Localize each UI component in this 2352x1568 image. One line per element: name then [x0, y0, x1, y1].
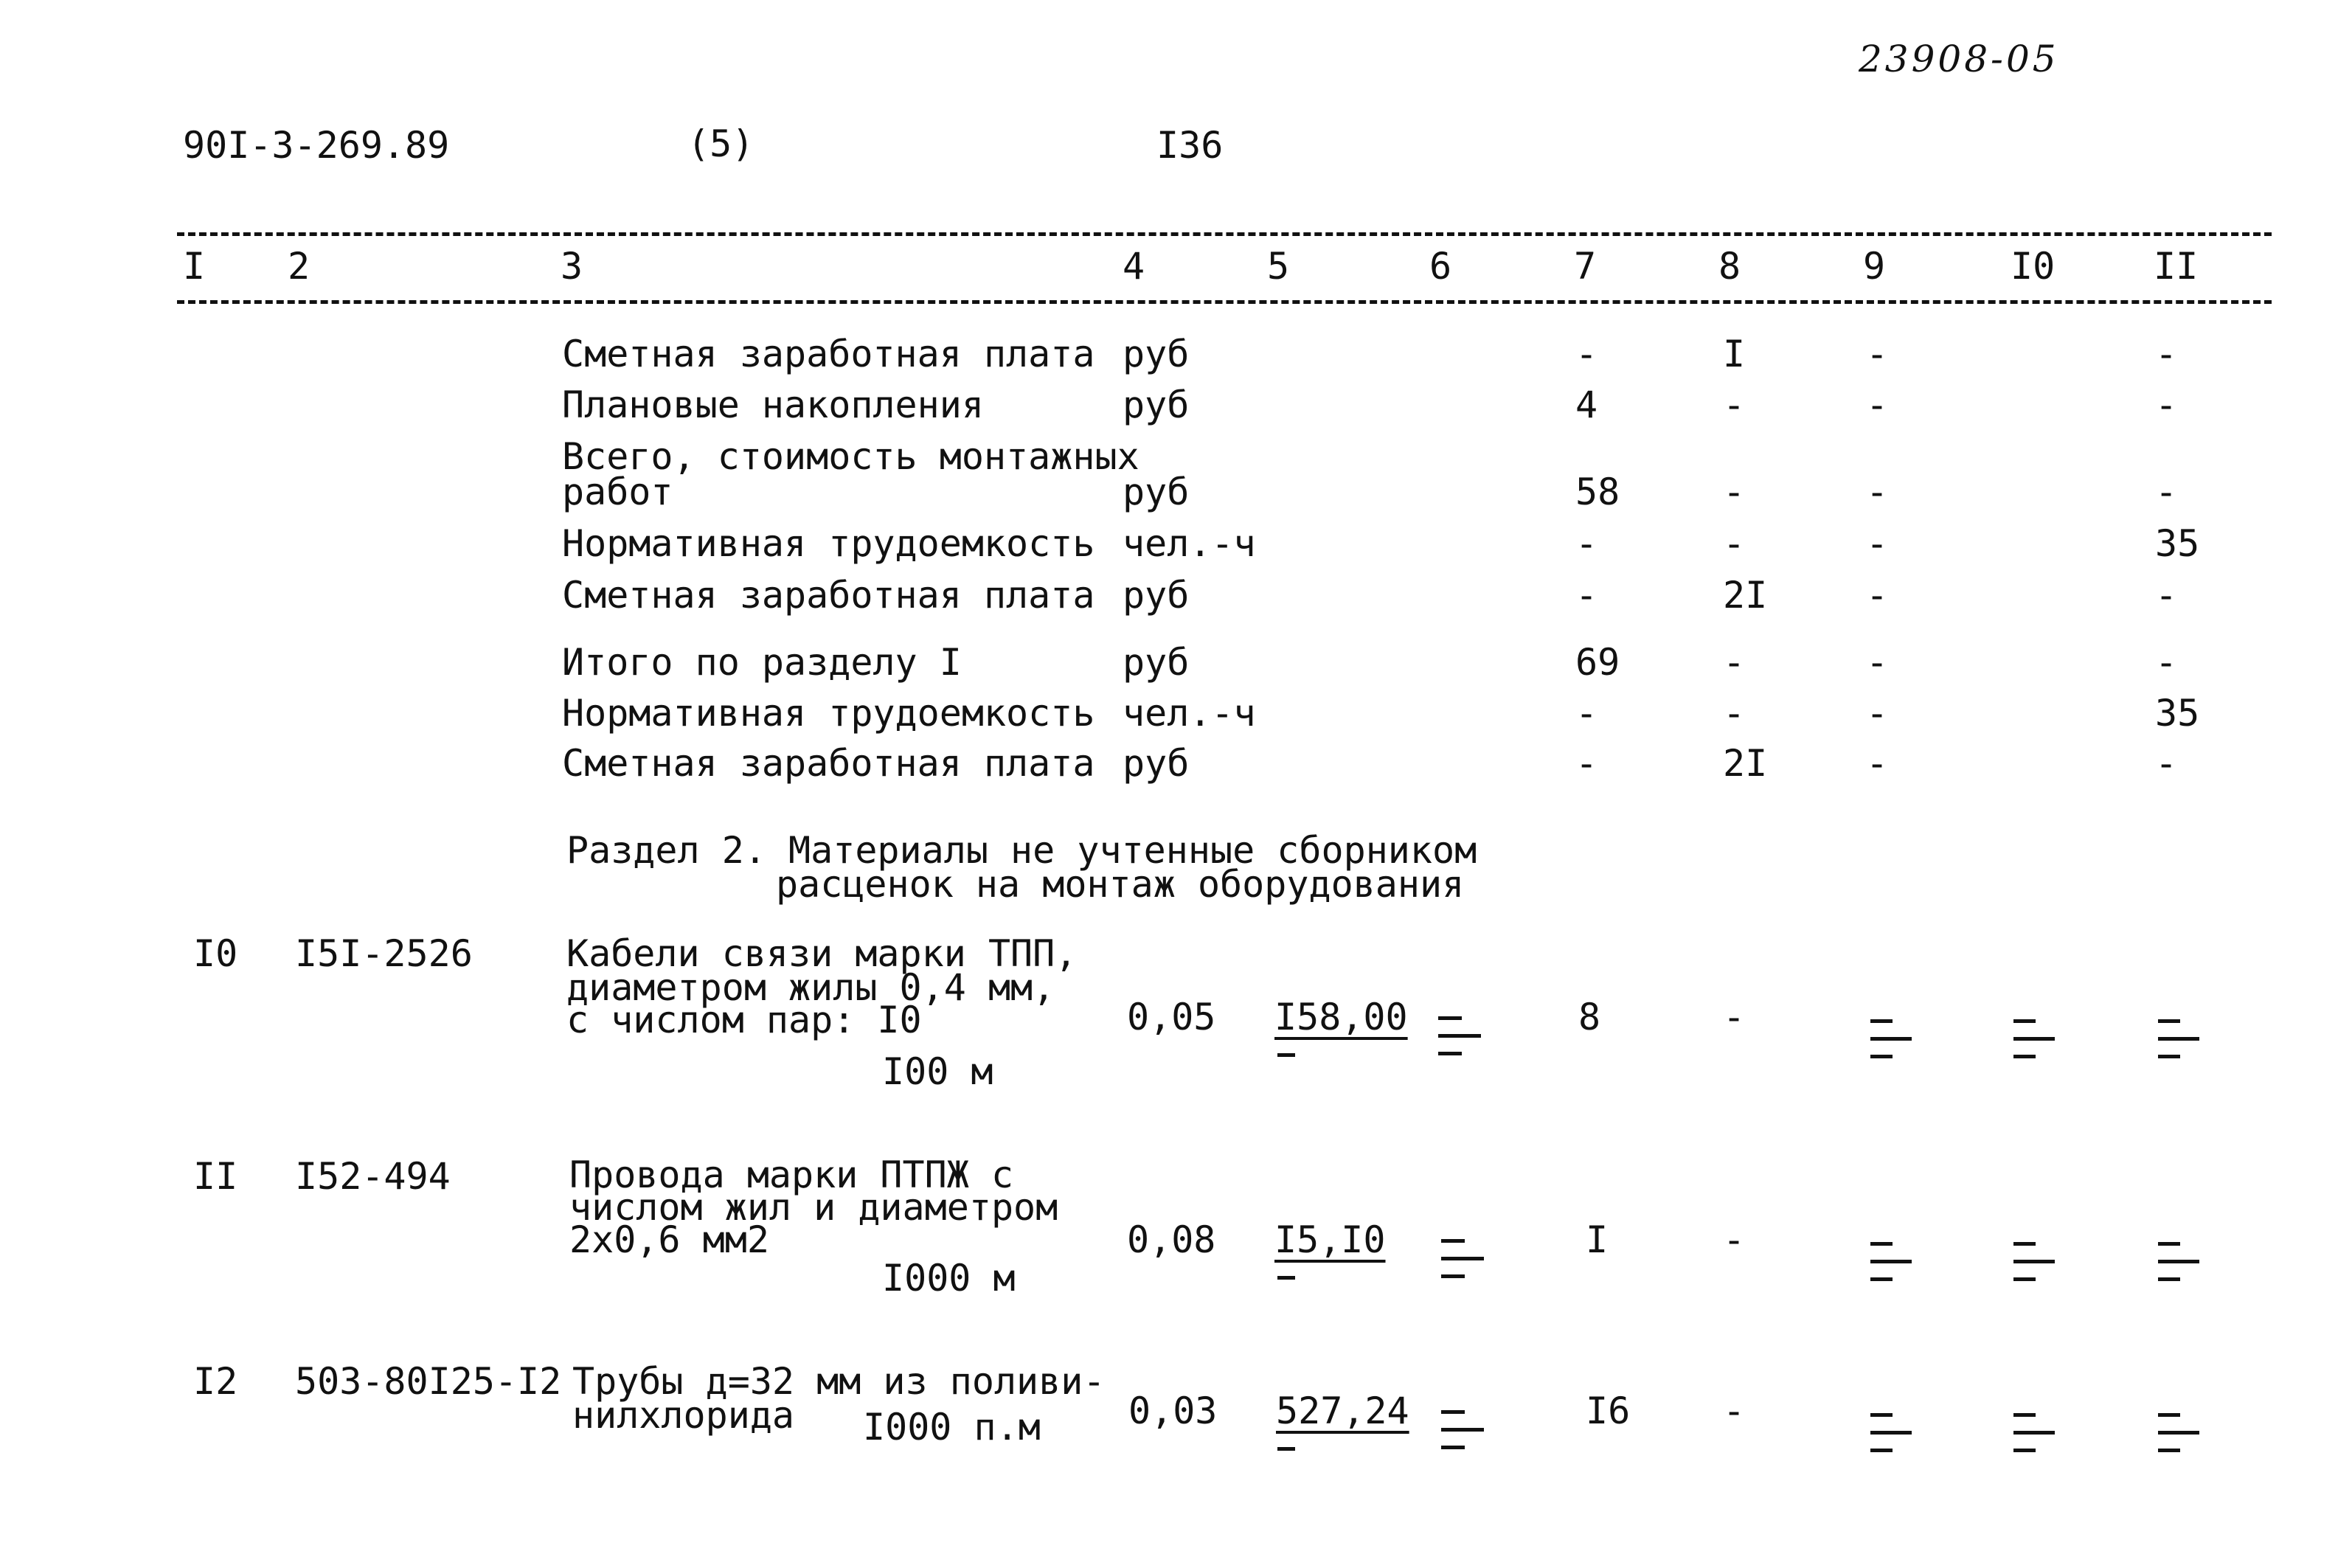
double-dash-mark — [2013, 1413, 2036, 1417]
double-dash-mark — [2158, 1277, 2180, 1281]
item-unit: I00 м — [882, 1050, 993, 1093]
column-header: 5 — [1267, 245, 1290, 288]
document-code: 90I-3-269.89 — [183, 124, 450, 167]
item-code: 503-80I25-I2 — [295, 1360, 562, 1403]
double-dash-mark — [1438, 1016, 1462, 1020]
col11-value: - — [2155, 471, 2178, 513]
item-quantity: 0,05 — [1127, 996, 1216, 1038]
double-dash-mark — [1438, 1052, 1462, 1055]
double-dash-mark — [2158, 1037, 2199, 1041]
item-number: I2 — [193, 1360, 238, 1403]
item-description: с числом пар: I0 — [566, 999, 922, 1041]
price-under-dash — [1277, 1447, 1295, 1451]
item-quantity: 0,03 — [1128, 1390, 1218, 1432]
col7-value: - — [1575, 742, 1598, 785]
col11-value: - — [2155, 641, 2178, 684]
double-dash-mark — [1870, 1260, 1912, 1263]
page-number: I36 — [1156, 124, 1224, 167]
col7-value: 8 — [1578, 996, 1601, 1038]
double-dash-mark — [1441, 1410, 1465, 1414]
double-dash-mark — [1438, 1034, 1481, 1038]
row-unit: руб — [1123, 641, 1190, 684]
item-unit: I000 м — [882, 1257, 1016, 1300]
col7-value: - — [1575, 692, 1598, 735]
double-dash-mark — [1870, 1277, 1893, 1281]
price-under-dash — [1277, 1276, 1295, 1280]
item-price: I58,00 — [1274, 996, 1408, 1038]
col8-value: - — [1723, 996, 1746, 1038]
double-dash-mark — [2013, 1242, 2036, 1246]
col8-value: - — [1723, 522, 1746, 565]
item-code: I5I-2526 — [295, 932, 473, 975]
col9-value: - — [1866, 333, 1889, 375]
col9-value: - — [1866, 574, 1889, 617]
double-dash-mark — [1870, 1431, 1912, 1435]
column-header: 2 — [288, 245, 311, 288]
item-description: диаметром жилы 0,4 мм, — [566, 966, 1055, 1009]
row-label: Нормативная трудоемкость — [562, 692, 1095, 735]
double-dash-mark — [2013, 1431, 2055, 1435]
row-unit: чел.-ч — [1123, 522, 1256, 565]
double-dash-mark — [1870, 1242, 1893, 1246]
col11-value: - — [2155, 742, 2178, 785]
item-description: 2х0,6 мм2 — [569, 1218, 769, 1261]
handwritten-number: 23908-05 — [1859, 38, 2059, 80]
col9-value: - — [1866, 384, 1889, 426]
row-unit: руб — [1123, 742, 1190, 785]
col7-value: - — [1575, 574, 1598, 617]
row-unit: руб — [1123, 574, 1190, 617]
row-unit: руб — [1123, 384, 1190, 426]
section-heading-continued: расценок на монтаж оборудования — [776, 863, 1465, 906]
row-label: Всего, стоимость монтажных — [562, 435, 1139, 478]
col8-value: - — [1723, 1390, 1746, 1432]
item-description: Провода марки ПТПЖ с — [569, 1154, 1014, 1196]
col7-value: - — [1575, 333, 1598, 375]
double-dash-mark — [1870, 1037, 1912, 1041]
row-unit: чел.-ч — [1123, 692, 1256, 735]
col8-value: I — [1723, 333, 1746, 375]
double-dash-mark — [1870, 1019, 1893, 1023]
double-dash-mark — [2158, 1019, 2180, 1023]
col9-value: - — [1866, 692, 1889, 735]
col11-value: 35 — [2155, 692, 2200, 735]
col11-value: - — [2155, 384, 2178, 426]
item-description: числом жил и диаметром — [569, 1186, 1058, 1229]
col9-value: - — [1866, 522, 1889, 565]
col9-value: - — [1866, 641, 1889, 684]
column-header: I0 — [2011, 245, 2056, 288]
double-dash-mark — [2158, 1413, 2180, 1417]
item-description: Кабели связи марки ТПП, — [566, 932, 1078, 975]
column-header: 8 — [1718, 245, 1741, 288]
col7-value: 4 — [1575, 384, 1598, 426]
double-dash-mark — [1441, 1428, 1484, 1432]
double-dash-mark — [2013, 1260, 2055, 1263]
section-heading: Раздел 2. Материалы не учтенные сборником — [566, 829, 1477, 872]
double-dash-mark — [1441, 1257, 1484, 1260]
item-number: II — [193, 1155, 238, 1198]
double-dash-mark — [2013, 1019, 2036, 1023]
col9-value: - — [1866, 471, 1889, 513]
column-header: 6 — [1429, 245, 1452, 288]
double-dash-mark — [1441, 1274, 1465, 1278]
col11-value: 35 — [2155, 522, 2200, 565]
col8-value: - — [1723, 641, 1746, 684]
document-part: (5) — [687, 122, 754, 165]
col8-value: - — [1723, 692, 1746, 735]
double-dash-mark — [2013, 1055, 2036, 1058]
item-price: 527,24 — [1276, 1390, 1409, 1432]
row-label-continued: работ — [562, 471, 673, 513]
double-dash-mark — [2158, 1260, 2199, 1263]
item-code: I52-494 — [295, 1155, 451, 1198]
row-label: Плановые накопления — [562, 384, 984, 426]
col11-value: - — [2155, 333, 2178, 375]
item-number: I0 — [193, 932, 238, 975]
row-label: Сметная заработная плата — [562, 742, 1095, 785]
row-label: Сметная заработная плата — [562, 333, 1095, 375]
double-dash-mark — [1441, 1446, 1465, 1449]
double-dash-mark — [2158, 1242, 2180, 1246]
col8-value: - — [1723, 471, 1746, 513]
row-unit: руб — [1123, 333, 1190, 375]
col8-value: 2I — [1723, 574, 1768, 617]
col8-value: - — [1723, 1218, 1746, 1261]
header-bottom-rule — [177, 300, 2272, 304]
double-dash-mark — [1870, 1413, 1893, 1417]
column-header: 7 — [1574, 245, 1597, 288]
column-header: I — [183, 245, 206, 288]
col7-value: - — [1575, 522, 1598, 565]
col7-value: I6 — [1586, 1390, 1631, 1432]
item-unit: I000 п.м — [863, 1406, 1041, 1449]
row-label: Сметная заработная плата — [562, 574, 1095, 617]
double-dash-mark — [2013, 1037, 2055, 1041]
double-dash-mark — [1441, 1239, 1465, 1243]
item-price: I5,I0 — [1274, 1218, 1386, 1261]
double-dash-mark — [2013, 1277, 2036, 1281]
double-dash-mark — [2158, 1431, 2199, 1435]
double-dash-mark — [1870, 1055, 1893, 1058]
row-label: Нормативная трудоемкость — [562, 522, 1095, 565]
col7-value: 58 — [1575, 471, 1620, 513]
col8-value: 2I — [1723, 742, 1768, 785]
column-header: 4 — [1123, 245, 1145, 288]
col8-value: - — [1723, 384, 1746, 426]
header-top-rule — [177, 232, 2272, 236]
double-dash-mark — [2158, 1055, 2180, 1058]
col7-value: I — [1586, 1218, 1609, 1261]
item-quantity: 0,08 — [1127, 1218, 1216, 1261]
column-header: II — [2154, 245, 2199, 288]
row-unit: руб — [1123, 471, 1190, 513]
item-description: нилхлорида — [572, 1394, 795, 1437]
column-header: 9 — [1863, 245, 1886, 288]
row-label: Итого по разделу I — [562, 641, 962, 684]
column-header: 3 — [561, 245, 583, 288]
col9-value: - — [1866, 742, 1889, 785]
double-dash-mark — [1870, 1449, 1893, 1452]
col7-value: 69 — [1575, 641, 1620, 684]
item-description: Трубы д=32 мм из поливи- — [572, 1360, 1106, 1403]
double-dash-mark — [2013, 1449, 2036, 1452]
double-dash-mark — [2158, 1449, 2180, 1452]
price-under-dash — [1277, 1053, 1295, 1057]
col11-value: - — [2155, 574, 2178, 617]
